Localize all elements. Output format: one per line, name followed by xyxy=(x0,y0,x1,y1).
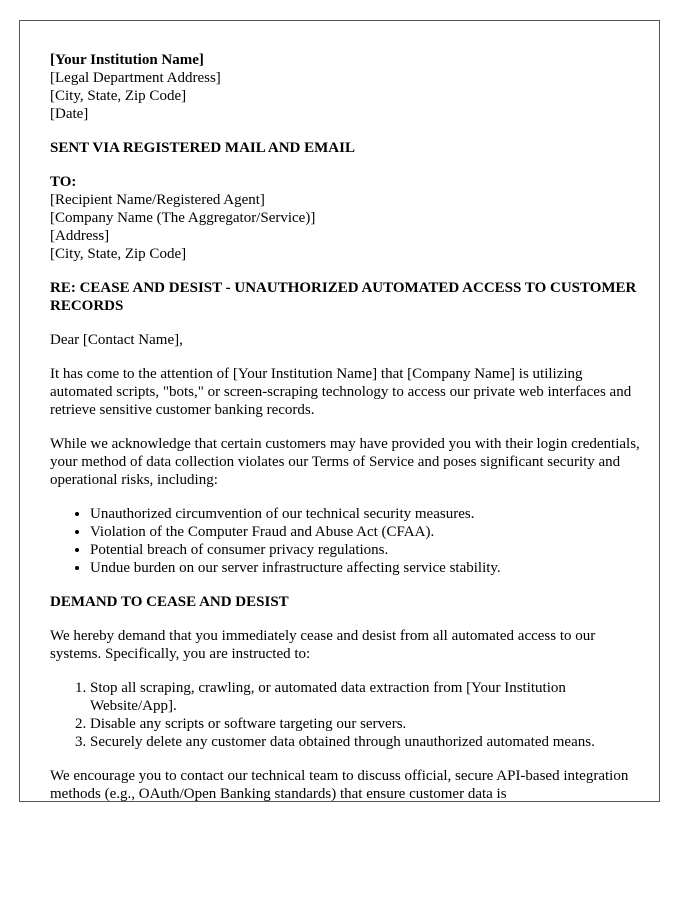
risk-list xyxy=(50,505,640,577)
risk-item: • Potential breach of consumer privacy regulations. xyxy=(90,541,640,559)
letter-content xyxy=(50,51,640,802)
paragraph-acknowledgement: While we acknowledge that certain customers may have provided you with their login credentials, your method of data collection violates our Terms of Service and poses significant security and operational risks, including: xyxy=(50,436,640,488)
recipient-label: TO: xyxy=(50,174,77,190)
paragraph-intro: It has come to the attention of [Your Institution Name] that [Company Name] is utilizing automated scripts, "bots," or screen-scraping technology to access our private web interfaces and retrieve sensitive customer banking records. xyxy=(50,366,632,418)
demand-item: 1. Stop all scraping, crawling, or automated data extraction from [Your Institution Website/App]. xyxy=(90,679,640,715)
sender-legal-address: [Legal Department Address] xyxy=(50,70,221,86)
recipient-address: [Address] xyxy=(50,228,110,244)
sender-block xyxy=(50,51,640,123)
delivery-method: SENT VIA REGISTERED MAIL AND EMAIL xyxy=(50,140,355,156)
recipient-block xyxy=(50,173,640,263)
risk-item: • Unauthorized circumvention of our technical security measures. xyxy=(90,505,640,523)
demand-list xyxy=(50,679,640,751)
demand-item: 3. Securely delete any customer data obtained through unauthorized automated means. xyxy=(90,733,640,751)
demand-item: 2. Disable any scripts or software targeting our servers. xyxy=(90,715,640,733)
sender-city-state-zip: [City, State, Zip Code] xyxy=(50,88,187,104)
subject-line: RE: CEASE AND DESIST - UNAUTHORIZED AUTOMATED ACCESS TO CUSTOMER RECORDS xyxy=(50,280,637,314)
recipient-name: [Recipient Name/Registered Agent] xyxy=(50,192,265,208)
demand-heading: DEMAND TO CEASE AND DESIST xyxy=(50,594,289,610)
paragraph-demand: We hereby demand that you immediately cease and desist from all automated access to our systems. Specifically, you are instructed to: xyxy=(50,628,596,662)
letter-date: [Date] xyxy=(50,106,89,122)
risk-item: • Violation of the Computer Fraud and Abuse Act (CFAA). xyxy=(90,523,640,541)
salutation: Dear [Contact Name], xyxy=(50,332,183,348)
letter-page xyxy=(19,20,660,802)
risk-item: • Undue burden on our server infrastructure affecting service stability. xyxy=(90,559,640,577)
recipient-city-state-zip: [City, State, Zip Code] xyxy=(50,246,187,262)
paragraph-api-offer: We encourage you to contact our technical team to discuss official, secure API-based integration methods (e.g., OAuth/Open Banking standards) that ensure customer data is xyxy=(50,768,629,802)
recipient-company: [Company Name (The Aggregator/Service)] xyxy=(50,210,316,226)
sender-institution-name: [Your Institution Name] xyxy=(50,52,204,68)
